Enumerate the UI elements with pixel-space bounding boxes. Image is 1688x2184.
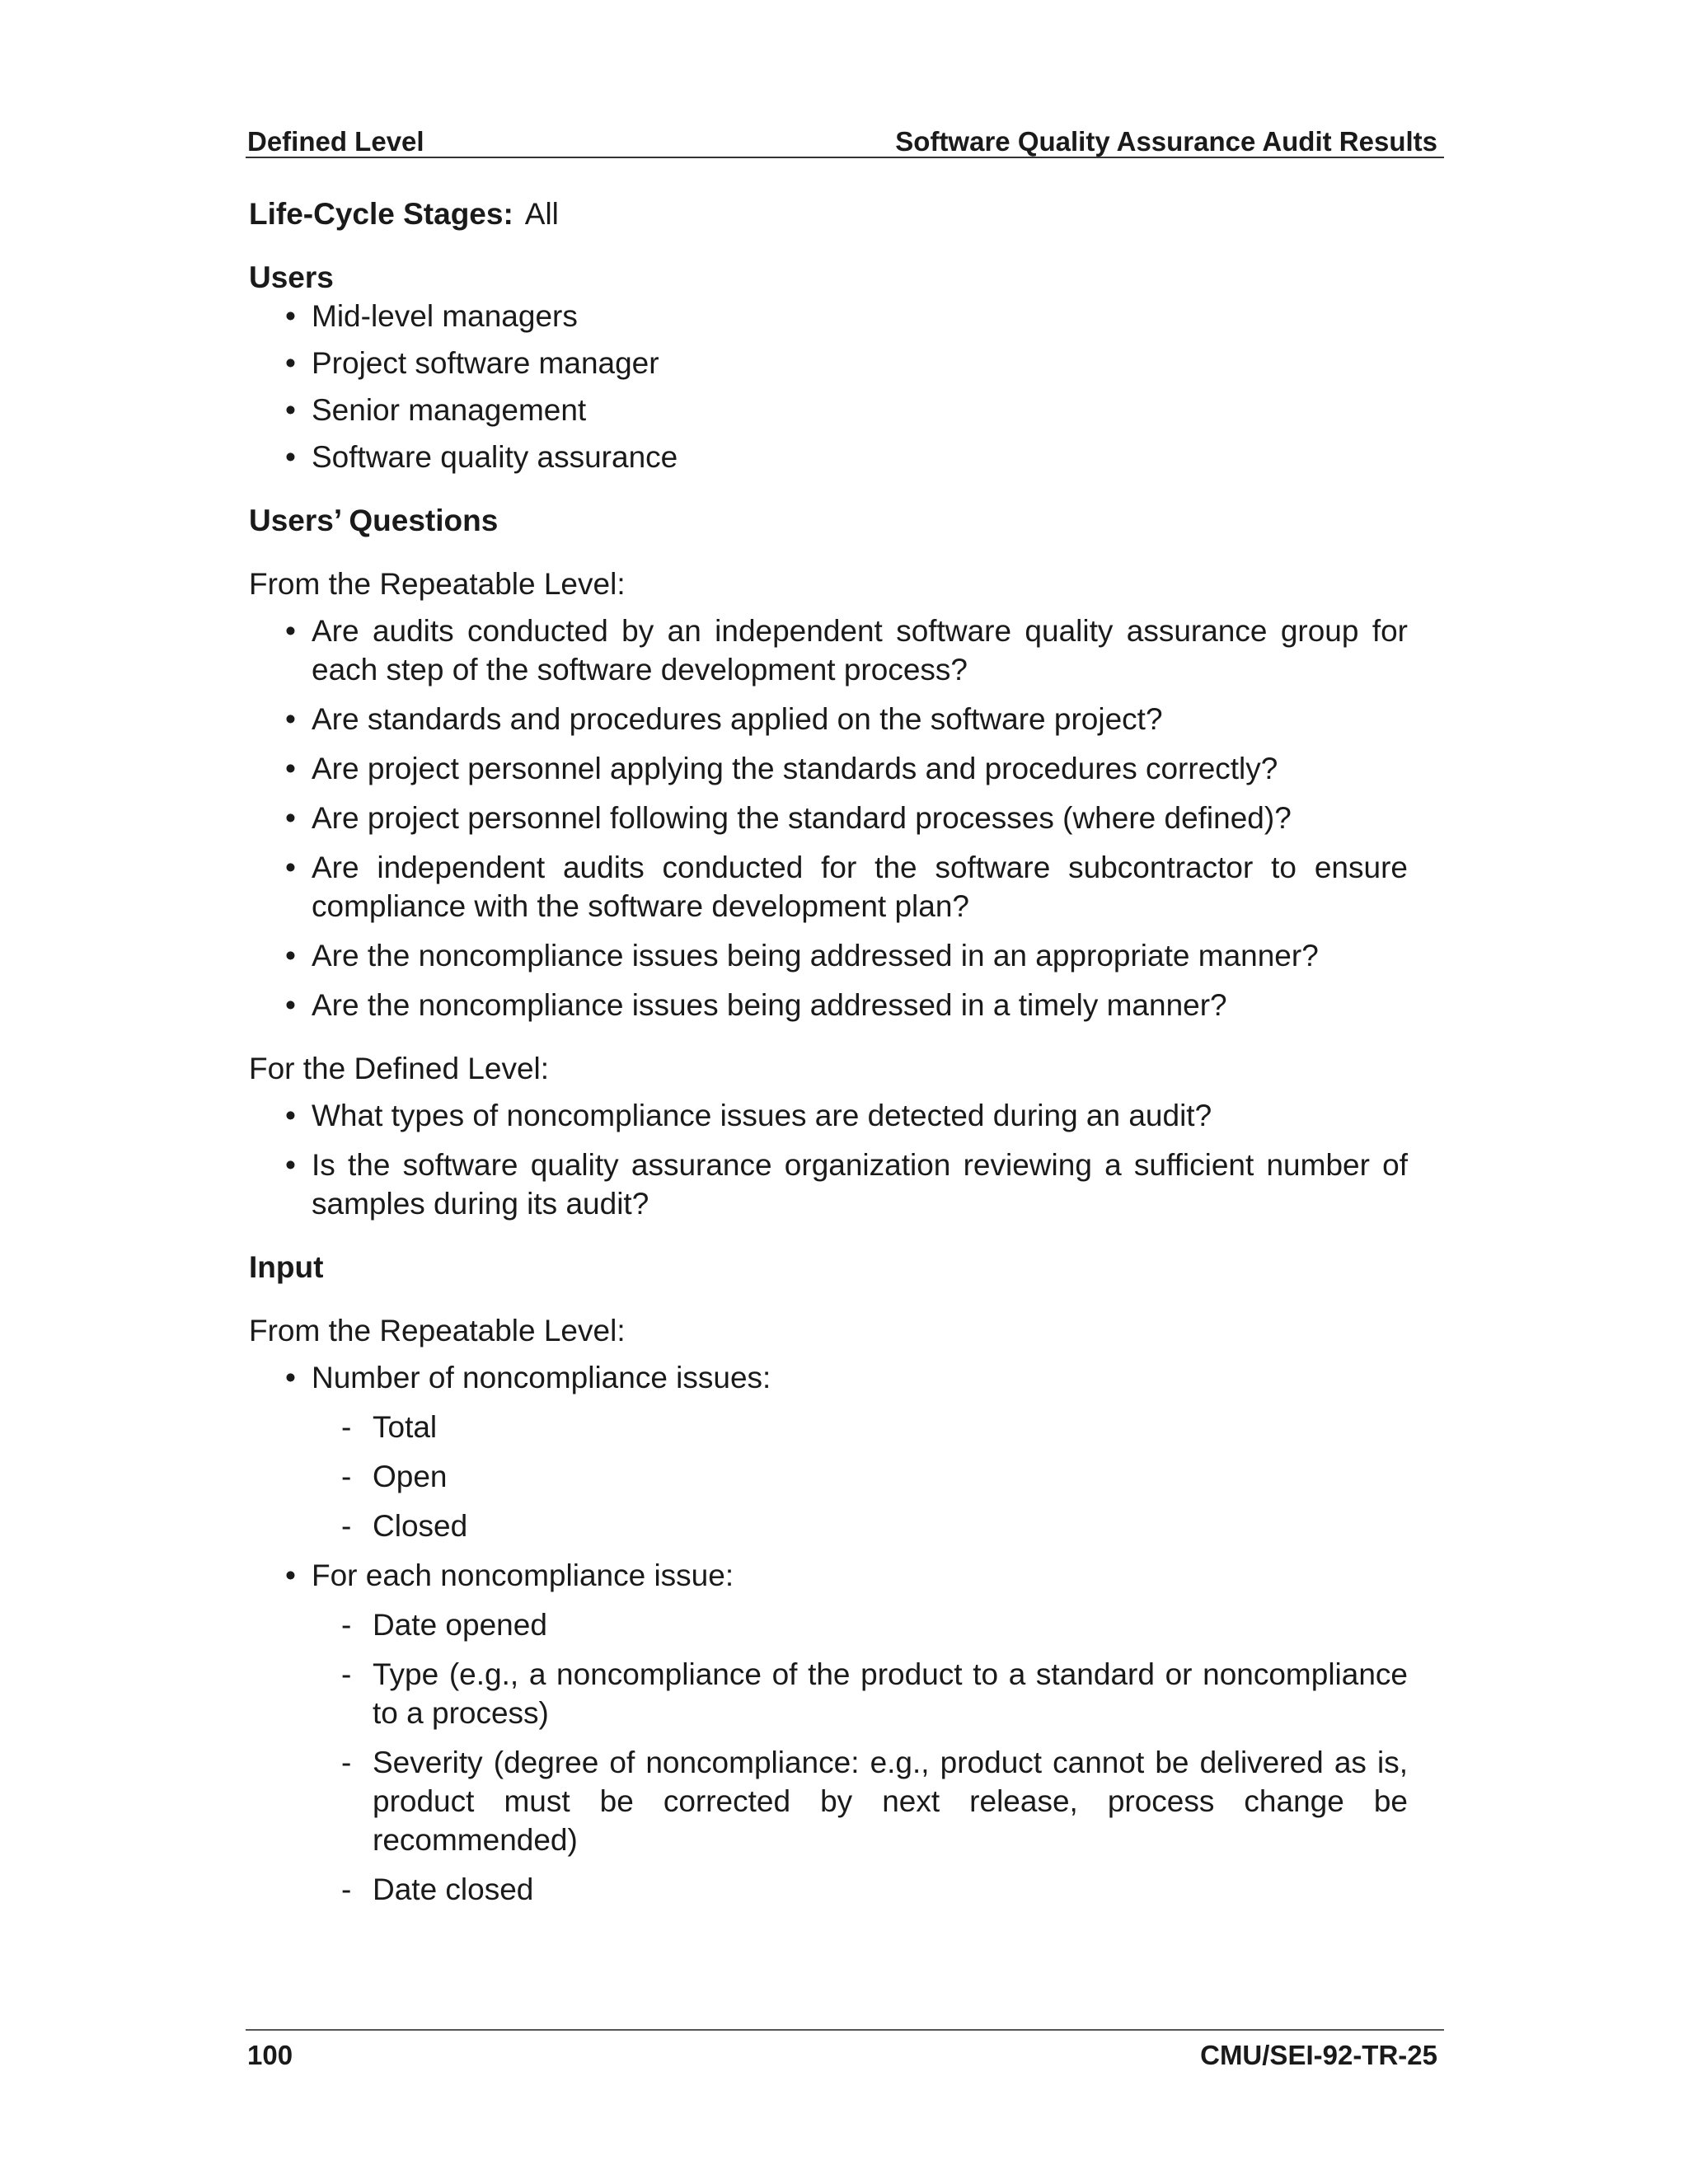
bullet-marker: • (285, 988, 296, 1022)
dash-marker: - (341, 1746, 352, 1779)
sub-list-item: - Closed (249, 1507, 1408, 1545)
questions-repeatable-list (249, 612, 1408, 1024)
page-number: 100 (247, 2040, 293, 2070)
header-document-title: Software Quality Assurance Audit Results (895, 126, 1437, 157)
sub-list-item: - Date closed (249, 1870, 1408, 1909)
bullet-marker: • (285, 1148, 296, 1182)
list-item: • Senior management (249, 391, 1408, 429)
list-item: • What types of noncompliance issues are detected during an audit? (249, 1096, 1408, 1135)
dash-marker: - (341, 1509, 352, 1543)
dash-marker: - (341, 1460, 352, 1493)
questions-heading: Users’ Questions (249, 504, 499, 537)
input-repeatable-intro: From the Repeatable Level: (249, 1314, 626, 1347)
running-header (246, 124, 1444, 158)
bullet-marker: • (285, 851, 296, 884)
list-item: • Software quality assurance (249, 438, 1408, 476)
bullet-marker: • (285, 346, 296, 380)
bullet-marker: • (285, 702, 296, 736)
users-heading: Users (249, 260, 334, 294)
sub-list-item: - Date opened (249, 1605, 1408, 1644)
bullet-marker: • (285, 614, 296, 648)
page-body (249, 194, 1408, 1909)
bullet-marker: • (285, 752, 296, 785)
list-item: • Mid-level managers (249, 297, 1408, 335)
list-item: • For each noncompliance issue: (249, 1556, 1408, 1595)
bullet-marker: • (285, 393, 296, 427)
list-item: • Are the noncompliance issues being addressed in an appropriate manner? (249, 936, 1408, 975)
list-item: • Are project personnel following the standard processes (where defined)? (249, 799, 1408, 837)
report-id: CMU/SEI-92-TR-25 (1200, 2040, 1437, 2070)
list-item: • Are the noncompliance issues being addressed in a timely manner? (249, 986, 1408, 1024)
list-item: • Number of noncompliance issues: (249, 1358, 1408, 1397)
questions-defined-intro: For the Defined Level: (249, 1052, 550, 1085)
life-cycle-stages (249, 194, 1408, 233)
questions-defined-list (249, 1096, 1408, 1223)
list-item: • Project software manager (249, 344, 1408, 382)
list-item: • Are independent audits conducted for the software subcontractor to ensure compliance with the software development plan? (249, 848, 1408, 926)
input-each-sublist (249, 1605, 1408, 1909)
header-section-label: Defined Level (247, 126, 424, 157)
life-cycle-value: All (524, 197, 559, 231)
bullet-marker: • (285, 801, 296, 835)
input-list-continued (249, 1556, 1408, 1595)
life-cycle-label: Life-Cycle Stages: (249, 197, 513, 231)
dash-marker: - (341, 1657, 352, 1691)
list-item: • Are project personnel applying the standards and procedures correctly? (249, 749, 1408, 788)
list-item: • Are audits conducted by an independent software quality assurance group for each step of the software development process? (249, 612, 1408, 689)
input-heading: Input (249, 1250, 324, 1284)
questions-repeatable-intro: From the Repeatable Level: (249, 567, 626, 601)
sub-list-item: - Total (249, 1408, 1408, 1446)
bullet-marker: • (285, 939, 296, 972)
list-item: • Is the software quality assurance organization reviewing a sufficient number of samples during its audit? (249, 1146, 1408, 1223)
running-footer (246, 2029, 1444, 2070)
input-list (249, 1358, 1408, 1397)
bullet-marker: • (285, 1558, 296, 1592)
bullet-marker: • (285, 299, 296, 333)
bullet-marker: • (285, 1361, 296, 1394)
sub-list-item: - Severity (degree of noncompliance: e.g., product cannot be delivered as is, product must be corrected by next release, process change be recommended) (249, 1743, 1408, 1859)
bullet-marker: • (285, 440, 296, 474)
users-list (249, 297, 1408, 476)
sub-list-item: - Type (e.g., a noncompliance of the product to a standard or noncompliance to a process) (249, 1655, 1408, 1732)
dash-marker: - (341, 1608, 352, 1642)
dash-marker: - (341, 1410, 352, 1444)
dash-marker: - (341, 1872, 352, 1906)
sub-list-item: - Open (249, 1457, 1408, 1496)
list-item: • Are standards and procedures applied on the software project? (249, 700, 1408, 738)
bullet-marker: • (285, 1099, 296, 1132)
input-number-sublist (249, 1408, 1408, 1545)
